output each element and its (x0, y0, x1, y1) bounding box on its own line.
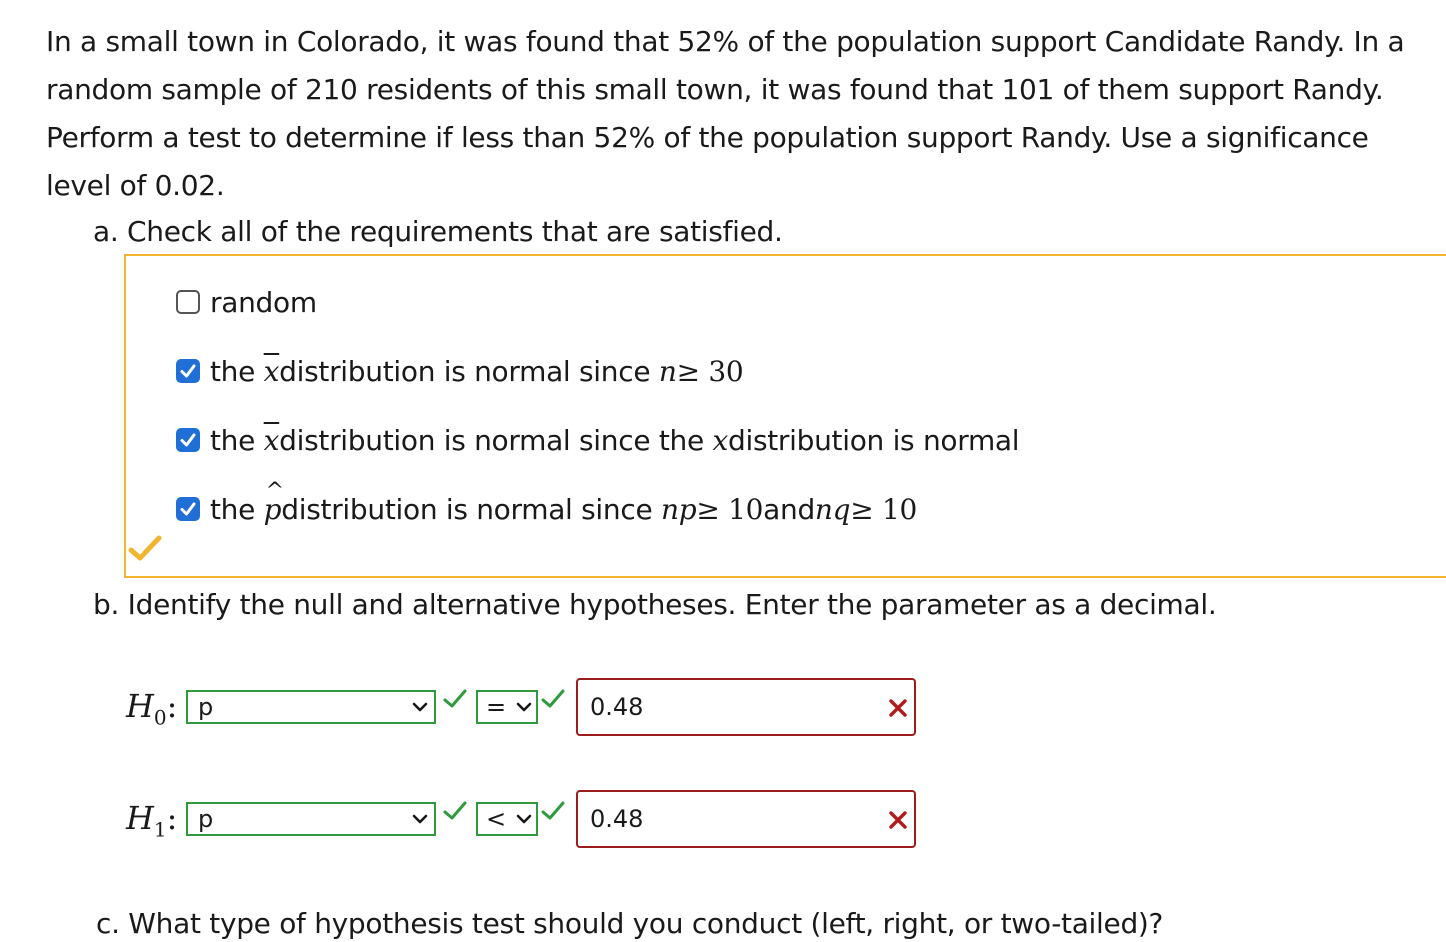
selected-value: < (486, 805, 507, 833)
option-label: random (210, 285, 317, 319)
colon: : (166, 799, 178, 837)
part-a-label: a. Check all of the requirements that are satisfied. (93, 215, 783, 248)
checkbox-unchecked[interactable] (176, 290, 200, 314)
option-phat-normal[interactable] (176, 491, 917, 527)
math-ge-10: ≥ 10 (696, 492, 764, 526)
option-random[interactable] (176, 284, 317, 320)
h1-parameter-select[interactable] (186, 802, 436, 836)
checkbox-checked[interactable] (176, 428, 200, 452)
option-text: distribution is normal since (281, 492, 653, 526)
part-c-label: c. What type of hypothesis test should you conduct (left, right, or two-tailed)? (96, 907, 1164, 940)
chevron-down-icon (516, 813, 532, 825)
option-xbar-x-normal[interactable] (176, 422, 1019, 458)
option-xbar-n30[interactable] (176, 353, 743, 389)
selected-value: = (486, 693, 507, 721)
option-text: the (210, 354, 256, 388)
option-text: the (210, 492, 256, 526)
math-np: np (660, 492, 697, 526)
h0-operator-select[interactable] (476, 690, 538, 724)
correct-check-icon (442, 800, 468, 822)
input-value: 0.48 (590, 693, 644, 721)
checkmark-icon (179, 500, 197, 518)
h1-value-input[interactable] (576, 790, 916, 848)
chevron-down-icon (412, 813, 428, 825)
math-nq: nq (814, 492, 851, 526)
option-text: and (763, 492, 815, 526)
math-xbar: $\overline{x}$ (263, 354, 280, 388)
checkbox-checked[interactable] (176, 359, 200, 383)
part-b-label: b. Identify the null and alternative hypotheses. Enter the parameter as a decimal. (93, 588, 1217, 621)
input-value: 0.48 (590, 805, 644, 833)
chevron-down-icon (412, 701, 428, 713)
h-symbol: H (126, 687, 154, 725)
correct-check-icon (540, 800, 566, 822)
colon: : (166, 687, 178, 725)
option-text: distribution is normal (728, 423, 1020, 457)
selected-value: p (198, 693, 214, 721)
chevron-down-icon (516, 701, 532, 713)
checkmark-icon (179, 431, 197, 449)
checkbox-checked[interactable] (176, 497, 200, 521)
incorrect-x-icon (888, 698, 908, 718)
option-text: distribution is normal since (279, 354, 651, 388)
math-xbar: $\overline{x}$ (263, 423, 280, 457)
math-phat: ^ p (264, 493, 282, 526)
math-ge-10: ≥ 10 (850, 492, 918, 526)
correct-check-icon (442, 688, 468, 710)
h0-value-input[interactable] (576, 678, 916, 736)
incorrect-x-icon (888, 810, 908, 830)
math-x: x (712, 423, 729, 457)
h-subscript: 0 (153, 705, 167, 730)
partial-correct-check-icon (128, 534, 162, 562)
option-text: distribution is normal since the (279, 423, 704, 457)
math-ge-30: ≥ 30 (676, 354, 744, 388)
question-text: In a small town in Colorado, it was found that 52% of the population support Candidate Randy. In a random sample of 210 residents of this small town, it was found that 101 of them support Randy. Perform a test to determine if less than 52% of the population support Randy. Use a significance level of 0.02. (46, 25, 1405, 202)
checkmark-icon (179, 362, 197, 380)
h1-label (126, 800, 177, 847)
requirements-box (124, 254, 1446, 578)
h-symbol: H (126, 799, 154, 837)
h0-label (126, 688, 177, 735)
h-subscript: 1 (153, 817, 167, 842)
correct-check-icon (540, 688, 566, 710)
option-text: the (210, 423, 256, 457)
selected-value: p (198, 805, 214, 833)
math-n: n (658, 354, 677, 388)
h0-parameter-select[interactable] (186, 690, 436, 724)
h1-operator-select[interactable] (476, 802, 538, 836)
